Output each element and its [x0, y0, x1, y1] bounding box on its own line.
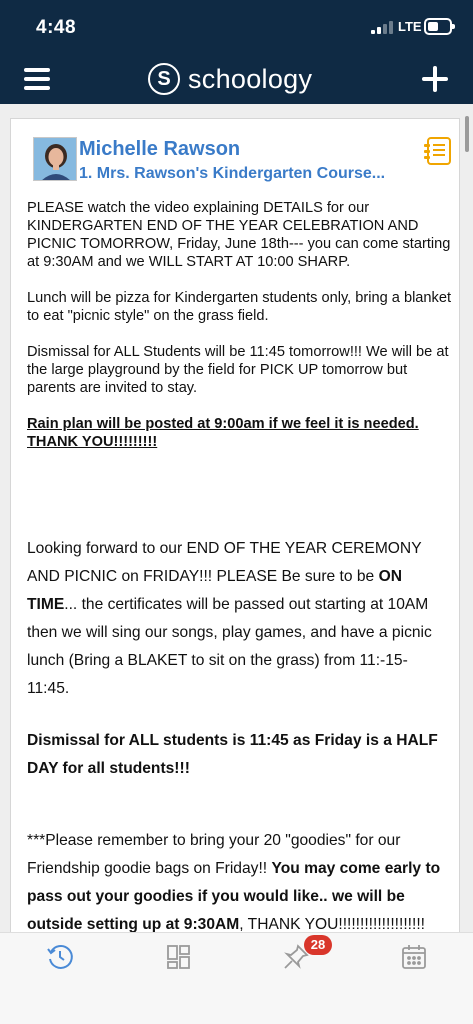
- schoology-s-icon: S: [148, 63, 180, 95]
- paragraph: Dismissal for ALL Students will be 11:45 tomorrow!!! We will be at the large playground by the field for PICK UP tomorrow but parents are invited to stay.: [27, 344, 449, 396]
- recent-activity-icon[interactable]: [46, 943, 74, 971]
- update-post: [10, 118, 460, 932]
- add-icon[interactable]: [422, 66, 448, 92]
- avatar[interactable]: [33, 137, 77, 181]
- scrollbar[interactable]: [465, 116, 469, 152]
- ceremony-emphasis: ON TIME: [27, 568, 402, 613]
- signal-icon: [371, 20, 393, 34]
- courses-grid-icon[interactable]: [165, 943, 193, 971]
- post-body: [27, 199, 452, 932]
- goodies-text: ***Please remember to bring your 20 "goodies" for our Friendship goodie bags on Friday!!: [27, 832, 401, 877]
- logo-text: schoology: [188, 63, 313, 94]
- menu-icon[interactable]: [24, 68, 50, 90]
- ceremony-text-end: ... the certificates will be passed out starting at 10AM then we will sing our songs, play games, and have a picnic lunch (Bring a BLAKET to sit on the grass) from 11:-15- 11:45.: [27, 596, 432, 697]
- schoology-logo: [148, 62, 312, 96]
- dismissal-notice: Dismissal for ALL students is 11:45 as Friday is a HALF DAY for all students!!!: [27, 732, 438, 777]
- goodies-paragraph: [27, 827, 452, 932]
- status-bar: [0, 0, 473, 54]
- network-label: LTE: [398, 19, 422, 34]
- goodies-text-end: , THANK YOU!!!!!!!!!!!!!!!!!!!!: [239, 916, 426, 932]
- paragraph: PLEASE watch the video explaining DETAILS for our KINDERGARTEN END OF THE YEAR CELEBRATION AND PICNIC TOMORROW, Friday, June 18th--- you can come starting at 9:30AM and we WILL START AT 10:00 SHARP.: [27, 200, 451, 270]
- feed[interactable]: [0, 104, 473, 932]
- bottom-tab-bar: [0, 932, 473, 1024]
- status-time: 4:48: [36, 17, 77, 38]
- post-author[interactable]: Michelle Rawson: [79, 138, 241, 160]
- post-course[interactable]: 1. Mrs. Rawson's Kindergarten Course...: [79, 165, 386, 182]
- calendar-icon[interactable]: [400, 943, 428, 971]
- notifications-badge[interactable]: 28: [304, 935, 332, 955]
- goodies-emphasis: You may come early to pass out your goodies if you would like.. we will be outside setting up at 9:30AM: [27, 860, 441, 932]
- ceremony-text: Looking forward to our END OF THE YEAR CEREMONY AND PICNIC on FRIDAY!!! PLEASE Be sure to be: [27, 540, 422, 585]
- battery-icon: [424, 18, 452, 35]
- ceremony-paragraph: [27, 535, 452, 703]
- post-type-icon: [427, 137, 451, 165]
- rain-plan-notice: Rain plan will be posted at 9:00am if we feel it is needed. THANK YOU!!!!!!!!!: [27, 416, 419, 450]
- app-header: [0, 0, 473, 104]
- paragraph: Lunch will be pizza for Kindergarten students only, bring a blanket to eat "picnic style" on the grass field.: [27, 290, 452, 324]
